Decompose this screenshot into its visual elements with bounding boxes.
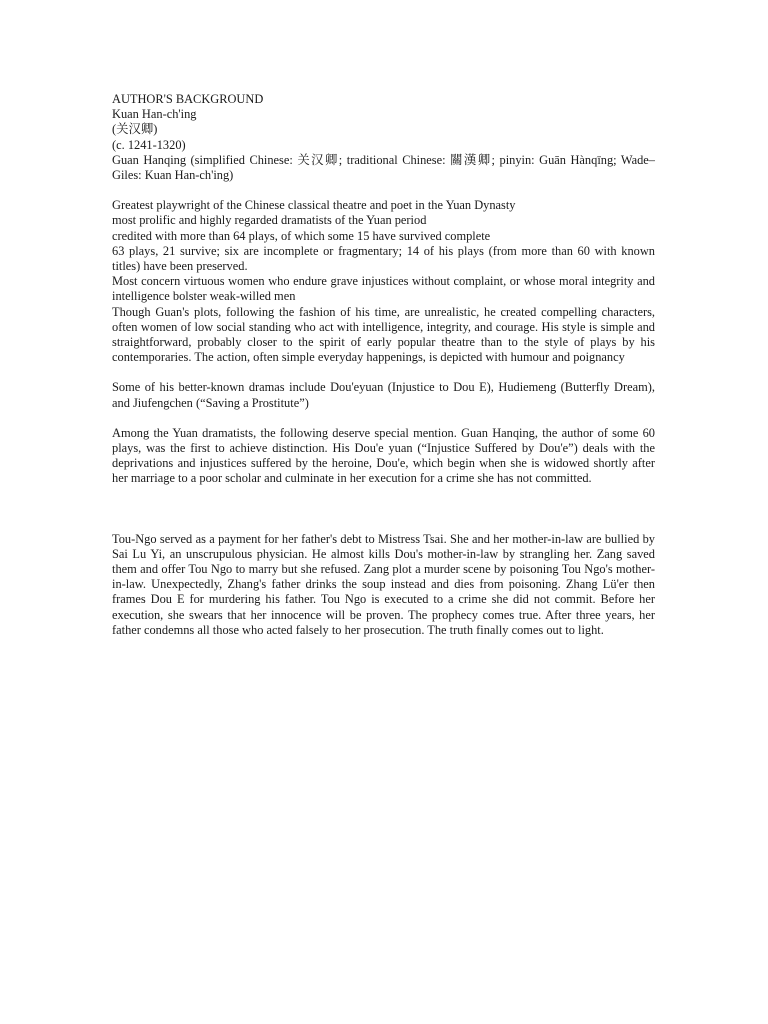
author-name-chinese: (关汉卿) (112, 122, 158, 137)
author-dates: (c. 1241-1320) (112, 137, 186, 152)
document-page (112, 92, 655, 638)
plot-summary-paragraph: Tou-Ngo served as a payment for her father's debt to Mistress Tsai. She and her mother-in-law are bullied by Sai Lu Yi, an unscrupulous physician. He almost kills Dou's mother-in-law by strangling her. Zang saved them and offer Tou Ngo to marry but she refused. Zang plot a murder scene by poisoning Tou Ngo's mother-in-law. Unexpectedly, Zhang's father drinks the soup instead and dies from poisoning. Zhang Lü'er then frames Dou E for murdering his father. Tou Ngo is executed to a crime she did not commit. Before her execution, she swears that her innocence will be proven. The prophecy comes true. After three years, her father condemns all those who acted falsely to her prosecution. The truth finally comes out to light. (112, 531, 655, 637)
author-name-romanized: Kuan Han-ch'ing (112, 107, 197, 122)
fact-line-4: 63 plays, 21 survive; six are incomplete or fragmentary; 14 of his plays (from more than 60 with known titles) have been preserved. (112, 243, 655, 274)
spacer (112, 365, 655, 380)
spacer (112, 411, 655, 426)
fact-line-3: credited with more than 64 plays, of which some 15 have survived complete (112, 228, 491, 243)
dramas-paragraph: Some of his better-known dramas include Dou'eyuan (Injustice to Dou E), Hudiemeng (Butterfly Dream), and Jiufengchen (“Saving a Prostitute”) (112, 380, 655, 410)
yuan-dramatists-paragraph: Among the Yuan dramatists, the following deserve special mention. Guan Hanqing, the author of some 60 plays, was the first to achieve distinction. His Dou'e yuan (“Injustice Suffered by Dou'e”) deals with the deprivations and injustices suffered by the heroine, Dou'e, which begin when she is widowed shortly after her marriage to a poor scholar and culminate in her execution for a crime she has not committed. (112, 425, 655, 486)
fact-line-5: Most concern virtuous women who endure grave injustices without complaint, or whose moral integrity and intelligence bolster weak-willed men (112, 274, 655, 304)
fact-line-1: Greatest playwright of the Chinese classical theatre and poet in the Yuan Dynasty (112, 198, 516, 213)
spacer (112, 487, 655, 532)
fact-line-2: most prolific and highly regarded dramatists of the Yuan period (112, 213, 427, 228)
author-names-paragraph: Guan Hanqing (simplified Chinese: 关汉卿; traditional Chinese: 關漢卿; pinyin: Guān Hànqīng; Wade–Giles: Kuan Han-ch'ing) (112, 152, 655, 183)
fact-line-6: Though Guan's plots, following the fashion of his time, are unrealistic, he created compelling characters, often women of low social standing who act with intelligence, integrity, and courage. His style is simple and straightforward, probably closer to the spirit of early popular theatre than to the style of plays by his contemporaries. The action, often simple everyday happenings, is depicted with humour and poignancy (112, 304, 655, 365)
spacer (112, 183, 655, 198)
section-title: AUTHOR'S BACKGROUND (112, 92, 264, 106)
